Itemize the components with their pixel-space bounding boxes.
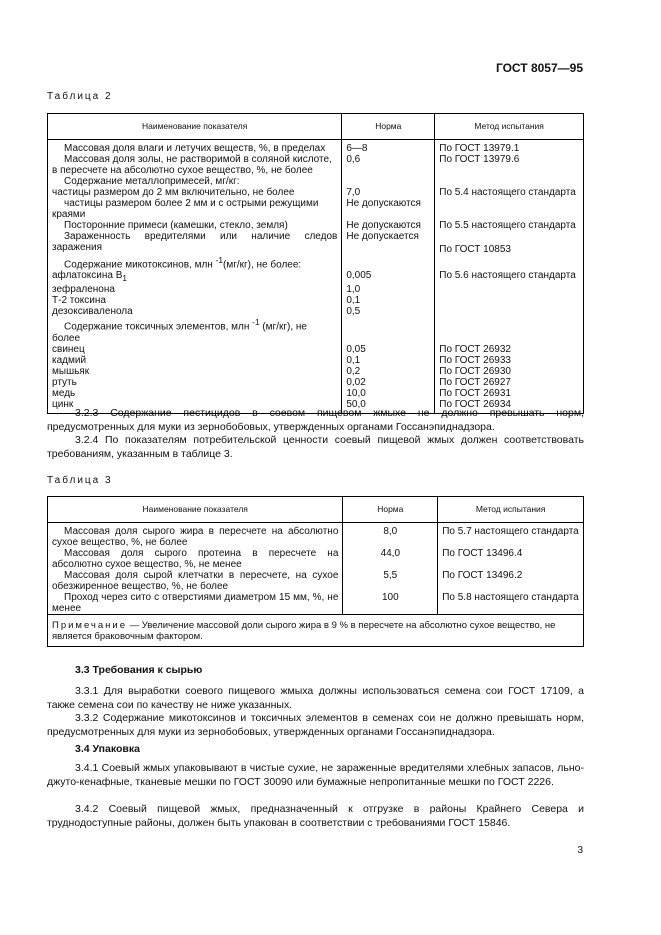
standard-number: ГОСТ 8057—95 (495, 61, 583, 75)
table-note-row (48, 615, 584, 647)
row-norm: 0,005 (342, 270, 435, 284)
table-row (48, 255, 584, 270)
row-norm: 8,0 (343, 523, 438, 549)
row-norm: 0,02 (342, 377, 435, 388)
page-number: 3 (577, 845, 583, 856)
row-norm (342, 255, 435, 270)
row-norm: 50,0 (342, 399, 435, 414)
row-method: По ГОСТ 13496.2 (438, 570, 584, 592)
row-method: По ГОСТ 13979.6 (435, 154, 584, 176)
table-row (48, 388, 584, 399)
row-norm: 6—8 (342, 140, 435, 155)
row-norm: 5,5 (343, 570, 438, 592)
table-2 (47, 113, 584, 414)
row-name: частицы размером до 2 мм включительно, не более (48, 187, 342, 198)
table2-header-name: Наименование показателя (48, 114, 342, 140)
table-row (48, 317, 584, 343)
row-name: кадмий (48, 355, 342, 366)
table-row (48, 295, 584, 306)
table-row (48, 187, 584, 198)
row-name: Массовая доля золы, не растворимой в соляной кислоте, в пересчете на абсолютно сухое вещество, %, не более (48, 154, 342, 176)
table3-header-norm: Норма (343, 497, 438, 523)
table-row (48, 366, 584, 377)
row-method: По ГОСТ 26931 (435, 388, 584, 399)
row-name: дезоксиваленола (48, 306, 342, 317)
row-name: медь (48, 388, 342, 399)
table-row (48, 570, 584, 592)
row-name: Содержание микотоксинов, млн $^{-1}$(мг/кг), не более: (48, 255, 342, 270)
row-norm: 0,1 (342, 355, 435, 366)
paragraph-3-2-3: 3.2.3 Содержание пестицидов в соевом пищевом жмыхе не должно превышать норм, предусмотренных для муки из зернобобовых, утвержденных органами Госсанэпиднадзора. (47, 407, 584, 433)
row-norm: 0,6 (342, 154, 435, 176)
row-norm: 100 (343, 592, 438, 615)
table2-header-method: Метод испытания (435, 114, 584, 140)
row-method (435, 198, 584, 220)
table3-header-method: Метод испытания (438, 497, 584, 523)
table-row (48, 284, 584, 295)
row-method: По 5.4 настоящего стандарта (435, 187, 584, 198)
row-method: По ГОСТ 26927 (435, 377, 584, 388)
row-name: Посторонние примеси (камешки, стекло, земля) (48, 220, 342, 231)
row-norm: Не допускаются (342, 198, 435, 220)
table-row (48, 176, 584, 187)
row-norm: 0,1 (342, 295, 435, 306)
row-name: мышьяк (48, 366, 342, 377)
row-method: По 5.6 настоящего стандарта (435, 270, 584, 284)
row-norm: 0,5 (342, 306, 435, 317)
paragraph-3-4-1: 3.4.1 Соевый жмых упаковывают в чистые сухие, не зараженные вредителями хлебных запасов, льно-джуто-кенафные, тканевые мешки по ГОСТ 30090 или бумажные непропитанные мешки по ГОСТ 2226. (47, 762, 584, 788)
row-norm: 7,0 (342, 187, 435, 198)
paragraph-3-2-4: 3.2.4 По показателям потребительской ценности соевый пищевой жмых должен соответствовать требованиям, указанным в таблице 3. (47, 434, 584, 460)
table3-header-name: Наименование показателя (48, 497, 343, 523)
row-name: зефраленона (48, 284, 342, 295)
table-3 (47, 496, 584, 647)
row-method: По ГОСТ 13979.1 (435, 140, 584, 155)
row-method (435, 255, 584, 270)
section-3-4-heading: 3.4 Упаковка (75, 743, 140, 755)
row-method: По 5.7 настоящего стандарта (438, 523, 584, 549)
table-row (48, 344, 584, 355)
row-name: ртуть (48, 377, 342, 388)
table-row (48, 198, 584, 220)
paragraph-3-3-2: 3.3.2 Содержание микотоксинов и токсичных элементов в семенах сои не должно превышать норм, предусмотренных для муки из зернобобовых, утвержденных органами Госсанэпиднадзора. (47, 712, 584, 738)
row-name: цинк (48, 399, 342, 414)
table2-caption: Таблица 2 (47, 91, 113, 102)
row-name: Массовая доля сырой клетчатки в пересчете, на сухое обезжиренное вещество, %, не более (48, 570, 343, 592)
row-method: По 5.5 настоящего стандарта (435, 220, 584, 231)
table-row (48, 270, 584, 284)
row-norm: 44,0 (343, 548, 438, 570)
row-method: По ГОСТ 26930 (435, 366, 584, 377)
row-method: По ГОСТ 13496.4 (438, 548, 584, 570)
row-method (435, 176, 584, 187)
table2-header-norm: Норма (342, 114, 435, 140)
paragraph-3-3-1: 3.3.1 Для выработки соевого пищевого жмыха должны использоваться семена сои ГОСТ 17109, а также семена сои по качеству не ниже указанных. (47, 685, 584, 711)
table-row (48, 154, 584, 176)
row-method: По ГОСТ 26933 (435, 355, 584, 366)
row-name: Т-2 токсина (48, 295, 342, 306)
row-name: частицы размером более 2 мм и с острыми режущими краями (48, 198, 342, 220)
row-method: По ГОСТ 26932 (435, 344, 584, 355)
row-method (435, 317, 584, 343)
row-method (435, 295, 584, 306)
row-name: Зараженность вредителями или наличие следов заражения (48, 231, 342, 255)
row-norm: Не допускаются (342, 220, 435, 231)
row-norm (342, 176, 435, 187)
row-name: афлатоксина $B_1$ (48, 270, 342, 284)
row-norm: 0,2 (342, 366, 435, 377)
table3-note (48, 615, 584, 647)
table-row (48, 592, 584, 615)
table-row (48, 355, 584, 366)
row-norm (342, 317, 435, 343)
row-name: свинец (48, 344, 342, 355)
row-method: По ГОСТ 10853 (435, 231, 584, 255)
row-method: По ГОСТ 26934 (435, 399, 584, 414)
table3-caption: Таблица 3 (47, 475, 113, 486)
row-name: Содержание токсичных элементов, млн $^{-1}$ (мг/кг), не более (48, 317, 342, 343)
row-name: Массовая доля сырого протеина в пересчете на абсолютно сухое вещество, %, не менее (48, 548, 343, 570)
paragraph-3-4-2: 3.4.2 Соевый пищевой жмых, предназначенный к отгрузке в районы Крайнего Севера и труднодоступные районы, должен быть упакован в соответствии с требованиями ГОСТ 15846. (47, 803, 584, 829)
row-name: Массовая доля влаги и летучих веществ, %, в пределах (48, 140, 342, 155)
table-row (48, 220, 584, 231)
row-name: Массовая доля сырого жира в пересчете на абсолютно сухое вещество, %, не более (48, 523, 343, 549)
row-norm: Не допускается (342, 231, 435, 255)
note-label: Примечание (52, 620, 127, 631)
row-method (435, 284, 584, 295)
table-row (48, 523, 584, 549)
row-name: Проход через сито с отверстиями диаметром 15 мм, %, не менее (48, 592, 343, 615)
row-norm: 1,0 (342, 284, 435, 295)
row-norm: 0,05 (342, 344, 435, 355)
row-norm: 10,0 (342, 388, 435, 399)
note-text: — Увеличение массовой доли сырого жира в 9 % в пересчете на абсолютно сухое вещество, не является браковочным фактором. (52, 620, 556, 642)
row-method: По 5.8 настоящего стандарта (438, 592, 584, 615)
table-row (48, 140, 584, 155)
table-row (48, 377, 584, 388)
section-3-3-heading: 3.3 Требования к сырью (75, 664, 203, 676)
table-row (48, 231, 584, 255)
table-row (48, 548, 584, 570)
table-row (48, 306, 584, 317)
row-name: Содержание металлопримесей, мг/кг: (48, 176, 342, 187)
row-method (435, 306, 584, 317)
